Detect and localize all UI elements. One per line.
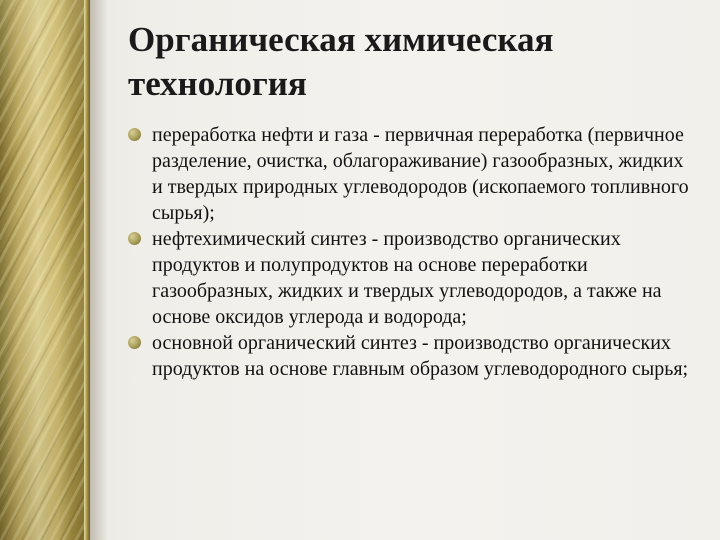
bullet-list: [128, 122, 698, 382]
bullet-text: основной органический синтез - производство органических продуктов на основе главным образом углеводородного сырья;: [152, 332, 689, 380]
bullet-item-petrochemical-synthesis: [128, 226, 698, 330]
bullet-text: переработка нефти и газа - первичная переработка (первичное разделение, очистка, облагораживание) газообразных, жидких и твердых природных углеводородов (ископаемого топливного сырья);: [152, 124, 689, 224]
bullet-icon: [128, 128, 141, 141]
bullet-icon: [128, 232, 141, 245]
gold-decorative-panel: [0, 0, 84, 540]
slide-title: Органическая химическая технология: [128, 20, 554, 103]
bullet-icon: [128, 336, 141, 349]
bullet-item-basic-organic-synthesis: [128, 330, 698, 382]
gold-panel-shadow: [90, 0, 108, 540]
bullet-item-oil-gas-processing: [128, 122, 698, 226]
bullet-text: нефтехимический синтез - производство органических продуктов и полупродуктов на основе переработки газообразных, жидких и твердых углеводородов, а также на основе оксидов углерода и водорода;: [152, 228, 662, 328]
